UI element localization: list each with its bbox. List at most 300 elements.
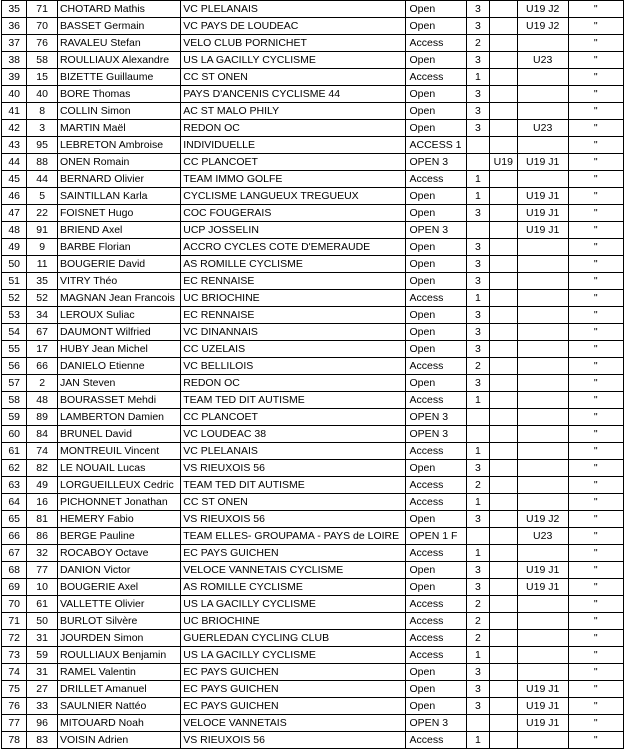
rider-name-cell: ROULLIAUX Benjamin bbox=[57, 647, 180, 664]
category-cell: 3 bbox=[466, 579, 489, 596]
class-cell: Access bbox=[405, 630, 466, 647]
rider-name-cell: CHOTARD Mathis bbox=[57, 1, 180, 18]
rider-name-cell: DRILLET Amanuel bbox=[57, 681, 180, 698]
age-category-cell bbox=[517, 477, 568, 494]
bib-number-cell: 31 bbox=[27, 630, 58, 647]
age-group-cell bbox=[489, 392, 517, 409]
rider-name-cell: LORGUEILLEUX Cedric bbox=[57, 477, 180, 494]
bib-number-cell: 89 bbox=[27, 409, 58, 426]
club-cell: VC PLELANAIS bbox=[181, 443, 405, 460]
rank-cell: 77 bbox=[2, 715, 27, 732]
category-cell: 3 bbox=[466, 18, 489, 35]
rank-cell: 71 bbox=[2, 613, 27, 630]
category-cell bbox=[466, 426, 489, 443]
category-cell: 3 bbox=[466, 341, 489, 358]
age-category-cell: U19 J1 bbox=[517, 698, 568, 715]
age-category-cell bbox=[517, 256, 568, 273]
age-group-cell bbox=[489, 562, 517, 579]
age-group-cell bbox=[489, 732, 517, 749]
class-cell: Open bbox=[405, 86, 466, 103]
table-row bbox=[2, 256, 624, 273]
bib-number-cell: 32 bbox=[27, 545, 58, 562]
category-cell: 1 bbox=[466, 732, 489, 749]
table-row bbox=[2, 171, 624, 188]
class-cell: Access bbox=[405, 392, 466, 409]
bib-number-cell: 22 bbox=[27, 205, 58, 222]
rank-cell: 74 bbox=[2, 664, 27, 681]
rider-name-cell: VALLETTE Olivier bbox=[57, 596, 180, 613]
rider-name-cell: PICHONNET Jonathan bbox=[57, 494, 180, 511]
table-row bbox=[2, 613, 624, 630]
category-cell bbox=[466, 715, 489, 732]
category-cell bbox=[466, 154, 489, 171]
class-cell: Access bbox=[405, 732, 466, 749]
rank-cell: 40 bbox=[2, 86, 27, 103]
category-cell: 3 bbox=[466, 103, 489, 120]
category-cell: 3 bbox=[466, 460, 489, 477]
category-cell: 3 bbox=[466, 205, 489, 222]
time-cell: " bbox=[568, 290, 623, 307]
club-cell: EC RENNAISE bbox=[181, 273, 405, 290]
time-cell: " bbox=[568, 698, 623, 715]
rider-name-cell: BERNARD Olivier bbox=[57, 171, 180, 188]
time-cell: " bbox=[568, 273, 623, 290]
table-row bbox=[2, 426, 624, 443]
rank-cell: 41 bbox=[2, 103, 27, 120]
bib-number-cell: 82 bbox=[27, 460, 58, 477]
rank-cell: 59 bbox=[2, 409, 27, 426]
category-cell: 3 bbox=[466, 324, 489, 341]
class-cell: OPEN 3 bbox=[405, 426, 466, 443]
category-cell: 3 bbox=[466, 86, 489, 103]
rank-cell: 68 bbox=[2, 562, 27, 579]
rank-cell: 70 bbox=[2, 596, 27, 613]
rank-cell: 67 bbox=[2, 545, 27, 562]
age-category-cell bbox=[517, 290, 568, 307]
age-group-cell bbox=[489, 18, 517, 35]
age-group-cell bbox=[489, 239, 517, 256]
rank-cell: 43 bbox=[2, 137, 27, 154]
category-cell: 3 bbox=[466, 256, 489, 273]
rank-cell: 36 bbox=[2, 18, 27, 35]
rider-name-cell: VITRY Théo bbox=[57, 273, 180, 290]
club-cell: EC RENNAISE bbox=[181, 307, 405, 324]
table-row bbox=[2, 1, 624, 18]
class-cell: Access bbox=[405, 545, 466, 562]
age-category-cell: U19 J1 bbox=[517, 715, 568, 732]
bib-number-cell: 58 bbox=[27, 52, 58, 69]
time-cell: " bbox=[568, 1, 623, 18]
club-cell: VC PLELANAIS bbox=[181, 1, 405, 18]
time-cell: " bbox=[568, 154, 623, 171]
class-cell: Open bbox=[405, 341, 466, 358]
time-cell: " bbox=[568, 664, 623, 681]
class-cell: Open bbox=[405, 579, 466, 596]
rank-cell: 73 bbox=[2, 647, 27, 664]
club-cell: CC ST ONEN bbox=[181, 69, 405, 86]
class-cell: Access bbox=[405, 613, 466, 630]
table-row bbox=[2, 273, 624, 290]
class-cell: OPEN 3 bbox=[405, 409, 466, 426]
time-cell: " bbox=[568, 222, 623, 239]
club-cell: UC BRIOCHINE bbox=[181, 613, 405, 630]
age-group-cell bbox=[489, 647, 517, 664]
bib-number-cell: 86 bbox=[27, 528, 58, 545]
time-cell: " bbox=[568, 171, 623, 188]
time-cell: " bbox=[568, 426, 623, 443]
club-cell: EC PAYS GUICHEN bbox=[181, 698, 405, 715]
club-cell: CC PLANCOET bbox=[181, 409, 405, 426]
rank-cell: 39 bbox=[2, 69, 27, 86]
time-cell: " bbox=[568, 69, 623, 86]
category-cell: 2 bbox=[466, 630, 489, 647]
class-cell: Open bbox=[405, 511, 466, 528]
time-cell: " bbox=[568, 647, 623, 664]
category-cell: 3 bbox=[466, 52, 489, 69]
rider-name-cell: DANIELO Etienne bbox=[57, 358, 180, 375]
bib-number-cell: 74 bbox=[27, 443, 58, 460]
age-group-cell bbox=[489, 494, 517, 511]
bib-number-cell: 27 bbox=[27, 681, 58, 698]
age-group-cell bbox=[489, 698, 517, 715]
rider-name-cell: BASSET Germain bbox=[57, 18, 180, 35]
rider-name-cell: MONTREUIL Vincent bbox=[57, 443, 180, 460]
time-cell: " bbox=[568, 341, 623, 358]
rider-name-cell: SAULNIER Nattéo bbox=[57, 698, 180, 715]
bib-number-cell: 11 bbox=[27, 256, 58, 273]
age-category-cell bbox=[517, 103, 568, 120]
club-cell: EC PAYS GUICHEN bbox=[181, 664, 405, 681]
rank-cell: 44 bbox=[2, 154, 27, 171]
club-cell: AS ROMILLE CYCLISME bbox=[181, 579, 405, 596]
age-category-cell bbox=[517, 239, 568, 256]
category-cell bbox=[466, 409, 489, 426]
bib-number-cell: 88 bbox=[27, 154, 58, 171]
age-category-cell: U19 J2 bbox=[517, 1, 568, 18]
table-row bbox=[2, 698, 624, 715]
rank-cell: 75 bbox=[2, 681, 27, 698]
age-category-cell bbox=[517, 273, 568, 290]
rank-cell: 76 bbox=[2, 698, 27, 715]
time-cell: " bbox=[568, 545, 623, 562]
time-cell: " bbox=[568, 137, 623, 154]
time-cell: " bbox=[568, 375, 623, 392]
club-cell: REDON OC bbox=[181, 120, 405, 137]
club-cell: REDON OC bbox=[181, 375, 405, 392]
club-cell: VELOCE VANNETAIS CYCLISME bbox=[181, 562, 405, 579]
category-cell: 2 bbox=[466, 596, 489, 613]
class-cell: Open bbox=[405, 205, 466, 222]
age-group-cell bbox=[489, 341, 517, 358]
age-group-cell bbox=[489, 545, 517, 562]
rank-cell: 60 bbox=[2, 426, 27, 443]
club-cell: TEAM IMMO GOLFE bbox=[181, 171, 405, 188]
age-group-cell bbox=[489, 290, 517, 307]
bib-number-cell: 3 bbox=[27, 120, 58, 137]
rank-cell: 57 bbox=[2, 375, 27, 392]
rider-name-cell: MAGNAN Jean Francois bbox=[57, 290, 180, 307]
class-cell: Access bbox=[405, 596, 466, 613]
class-cell: Open bbox=[405, 52, 466, 69]
time-cell: " bbox=[568, 188, 623, 205]
bib-number-cell: 66 bbox=[27, 358, 58, 375]
table-row bbox=[2, 715, 624, 732]
age-group-cell bbox=[489, 222, 517, 239]
bib-number-cell: 83 bbox=[27, 732, 58, 749]
rider-name-cell: BOUGERIE Axel bbox=[57, 579, 180, 596]
bib-number-cell: 31 bbox=[27, 664, 58, 681]
bib-number-cell: 81 bbox=[27, 511, 58, 528]
age-group-cell bbox=[489, 69, 517, 86]
age-category-cell: U19 J2 bbox=[517, 18, 568, 35]
age-group-cell bbox=[489, 511, 517, 528]
table-row bbox=[2, 732, 624, 749]
results-rows bbox=[2, 1, 624, 749]
category-cell: 1 bbox=[466, 443, 489, 460]
age-category-cell bbox=[517, 375, 568, 392]
rank-cell: 69 bbox=[2, 579, 27, 596]
rank-cell: 61 bbox=[2, 443, 27, 460]
category-cell: 2 bbox=[466, 358, 489, 375]
age-group-cell bbox=[489, 426, 517, 443]
category-cell bbox=[466, 528, 489, 545]
bib-number-cell: 91 bbox=[27, 222, 58, 239]
category-cell: 3 bbox=[466, 273, 489, 290]
age-group-cell bbox=[489, 358, 517, 375]
table-row bbox=[2, 358, 624, 375]
rider-name-cell: LE NOUAIL Lucas bbox=[57, 460, 180, 477]
rank-cell: 53 bbox=[2, 307, 27, 324]
bib-number-cell: 84 bbox=[27, 426, 58, 443]
age-category-cell: U19 J1 bbox=[517, 579, 568, 596]
age-group-cell bbox=[489, 324, 517, 341]
rider-name-cell: COLLIN Simon bbox=[57, 103, 180, 120]
time-cell: " bbox=[568, 596, 623, 613]
table-row bbox=[2, 137, 624, 154]
club-cell: COC FOUGERAIS bbox=[181, 205, 405, 222]
age-category-cell bbox=[517, 460, 568, 477]
class-cell: OPEN 1 F bbox=[405, 528, 466, 545]
age-category-cell bbox=[517, 171, 568, 188]
category-cell: 1 bbox=[466, 545, 489, 562]
rank-cell: 35 bbox=[2, 1, 27, 18]
club-cell: VC DINANNAIS bbox=[181, 324, 405, 341]
rider-name-cell: BURLOT Silvère bbox=[57, 613, 180, 630]
club-cell: INDIVIDUELLE bbox=[181, 137, 405, 154]
category-cell: 1 bbox=[466, 69, 489, 86]
rider-name-cell: ROULLIAUX Alexandre bbox=[57, 52, 180, 69]
rider-name-cell: HUBY Jean Michel bbox=[57, 341, 180, 358]
class-cell: Access bbox=[405, 494, 466, 511]
club-cell: CYCLISME LANGUEUX TREGUEUX bbox=[181, 188, 405, 205]
rank-cell: 46 bbox=[2, 188, 27, 205]
class-cell: Open bbox=[405, 239, 466, 256]
rank-cell: 55 bbox=[2, 341, 27, 358]
age-group-cell bbox=[489, 664, 517, 681]
club-cell: TEAM ELLES- GROUPAMA - PAYS de LOIRE bbox=[181, 528, 405, 545]
rider-name-cell: BERGE Pauline bbox=[57, 528, 180, 545]
table-row bbox=[2, 596, 624, 613]
time-cell: " bbox=[568, 579, 623, 596]
table-row bbox=[2, 681, 624, 698]
bib-number-cell: 49 bbox=[27, 477, 58, 494]
rider-name-cell: BOURASSET Mehdi bbox=[57, 392, 180, 409]
age-category-cell: U19 J1 bbox=[517, 188, 568, 205]
club-cell: AC ST MALO PHILY bbox=[181, 103, 405, 120]
rank-cell: 42 bbox=[2, 120, 27, 137]
age-category-cell: U19 J1 bbox=[517, 562, 568, 579]
rank-cell: 66 bbox=[2, 528, 27, 545]
time-cell: " bbox=[568, 715, 623, 732]
rider-name-cell: ROCABOY Octave bbox=[57, 545, 180, 562]
age-category-cell bbox=[517, 630, 568, 647]
club-cell: US LA GACILLY CYCLISME bbox=[181, 52, 405, 69]
category-cell: 2 bbox=[466, 477, 489, 494]
club-cell: US LA GACILLY CYCLISME bbox=[181, 647, 405, 664]
table-row bbox=[2, 103, 624, 120]
rank-cell: 51 bbox=[2, 273, 27, 290]
class-cell: Access bbox=[405, 69, 466, 86]
rider-name-cell: BORE Thomas bbox=[57, 86, 180, 103]
table-row bbox=[2, 528, 624, 545]
age-category-cell bbox=[517, 664, 568, 681]
table-row bbox=[2, 307, 624, 324]
table-row bbox=[2, 630, 624, 647]
rank-cell: 62 bbox=[2, 460, 27, 477]
category-cell: 1 bbox=[466, 494, 489, 511]
bib-number-cell: 40 bbox=[27, 86, 58, 103]
rank-cell: 45 bbox=[2, 171, 27, 188]
category-cell: 3 bbox=[466, 375, 489, 392]
club-cell: CC UZELAIS bbox=[181, 341, 405, 358]
time-cell: " bbox=[568, 52, 623, 69]
class-cell: Open bbox=[405, 698, 466, 715]
age-category-cell bbox=[517, 426, 568, 443]
time-cell: " bbox=[568, 477, 623, 494]
time-cell: " bbox=[568, 409, 623, 426]
class-cell: Open bbox=[405, 188, 466, 205]
club-cell: VELOCE VANNETAIS bbox=[181, 715, 405, 732]
rider-name-cell: JAN Steven bbox=[57, 375, 180, 392]
age-category-cell bbox=[517, 732, 568, 749]
bib-number-cell: 15 bbox=[27, 69, 58, 86]
class-cell: Access bbox=[405, 358, 466, 375]
rank-cell: 47 bbox=[2, 205, 27, 222]
club-cell: VELO CLUB PORNICHET bbox=[181, 35, 405, 52]
age-group-cell bbox=[489, 375, 517, 392]
class-cell: Open bbox=[405, 664, 466, 681]
bib-number-cell: 52 bbox=[27, 290, 58, 307]
age-group-cell bbox=[489, 1, 517, 18]
rider-name-cell: JOURDEN Simon bbox=[57, 630, 180, 647]
time-cell: " bbox=[568, 205, 623, 222]
age-group-cell bbox=[489, 86, 517, 103]
rank-cell: 54 bbox=[2, 324, 27, 341]
class-cell: Open bbox=[405, 103, 466, 120]
club-cell: GUERLEDAN CYCLING CLUB bbox=[181, 630, 405, 647]
age-group-cell bbox=[489, 171, 517, 188]
bib-number-cell: 34 bbox=[27, 307, 58, 324]
age-category-cell: U19 J1 bbox=[517, 205, 568, 222]
table-row bbox=[2, 409, 624, 426]
club-cell: VC LOUDEAC 38 bbox=[181, 426, 405, 443]
time-cell: " bbox=[568, 494, 623, 511]
rider-name-cell: VOISIN Adrien bbox=[57, 732, 180, 749]
class-cell: Open bbox=[405, 375, 466, 392]
rank-cell: 63 bbox=[2, 477, 27, 494]
table-row bbox=[2, 545, 624, 562]
rider-name-cell: HEMERY Fabio bbox=[57, 511, 180, 528]
table-row bbox=[2, 562, 624, 579]
table-row bbox=[2, 205, 624, 222]
time-cell: " bbox=[568, 324, 623, 341]
age-group-cell bbox=[489, 409, 517, 426]
bib-number-cell: 59 bbox=[27, 647, 58, 664]
table-row bbox=[2, 392, 624, 409]
class-cell: Access bbox=[405, 171, 466, 188]
rank-cell: 78 bbox=[2, 732, 27, 749]
bib-number-cell: 10 bbox=[27, 579, 58, 596]
class-cell: Open bbox=[405, 256, 466, 273]
rider-name-cell: RAMEL Valentin bbox=[57, 664, 180, 681]
table-row bbox=[2, 647, 624, 664]
class-cell: Access bbox=[405, 290, 466, 307]
category-cell: 3 bbox=[466, 1, 489, 18]
category-cell bbox=[466, 137, 489, 154]
time-cell: " bbox=[568, 86, 623, 103]
age-category-cell bbox=[517, 341, 568, 358]
class-cell: Open bbox=[405, 273, 466, 290]
category-cell: 1 bbox=[466, 171, 489, 188]
age-group-cell bbox=[489, 460, 517, 477]
table-row bbox=[2, 18, 624, 35]
bib-number-cell: 44 bbox=[27, 171, 58, 188]
category-cell: 3 bbox=[466, 698, 489, 715]
club-cell: CC PLANCOET bbox=[181, 154, 405, 171]
category-cell: 3 bbox=[466, 239, 489, 256]
club-cell: CC ST ONEN bbox=[181, 494, 405, 511]
rider-name-cell: LEBRETON Ambroise bbox=[57, 137, 180, 154]
class-cell: Open bbox=[405, 307, 466, 324]
class-cell: Open bbox=[405, 460, 466, 477]
club-cell: PAYS D'ANCENIS CYCLISME 44 bbox=[181, 86, 405, 103]
time-cell: " bbox=[568, 630, 623, 647]
table-row bbox=[2, 222, 624, 239]
bib-number-cell: 50 bbox=[27, 613, 58, 630]
rider-name-cell: BRUNEL David bbox=[57, 426, 180, 443]
bib-number-cell: 9 bbox=[27, 239, 58, 256]
class-cell: Access bbox=[405, 647, 466, 664]
category-cell: 2 bbox=[466, 35, 489, 52]
time-cell: " bbox=[568, 443, 623, 460]
bib-number-cell: 95 bbox=[27, 137, 58, 154]
rank-cell: 49 bbox=[2, 239, 27, 256]
class-cell: OPEN 3 bbox=[405, 154, 466, 171]
age-category-cell bbox=[517, 86, 568, 103]
age-group-cell bbox=[489, 52, 517, 69]
age-group-cell bbox=[489, 579, 517, 596]
class-cell: Access bbox=[405, 443, 466, 460]
club-cell: ACCRO CYCLES COTE D'EMERAUDE bbox=[181, 239, 405, 256]
table-row bbox=[2, 239, 624, 256]
age-category-cell: U19 J1 bbox=[517, 681, 568, 698]
rider-name-cell: LAMBERTON Damien bbox=[57, 409, 180, 426]
rider-name-cell: RAVALEU Stefan bbox=[57, 35, 180, 52]
age-category-cell: U23 bbox=[517, 120, 568, 137]
class-cell: OPEN 3 bbox=[405, 715, 466, 732]
bib-number-cell: 71 bbox=[27, 1, 58, 18]
rank-cell: 58 bbox=[2, 392, 27, 409]
